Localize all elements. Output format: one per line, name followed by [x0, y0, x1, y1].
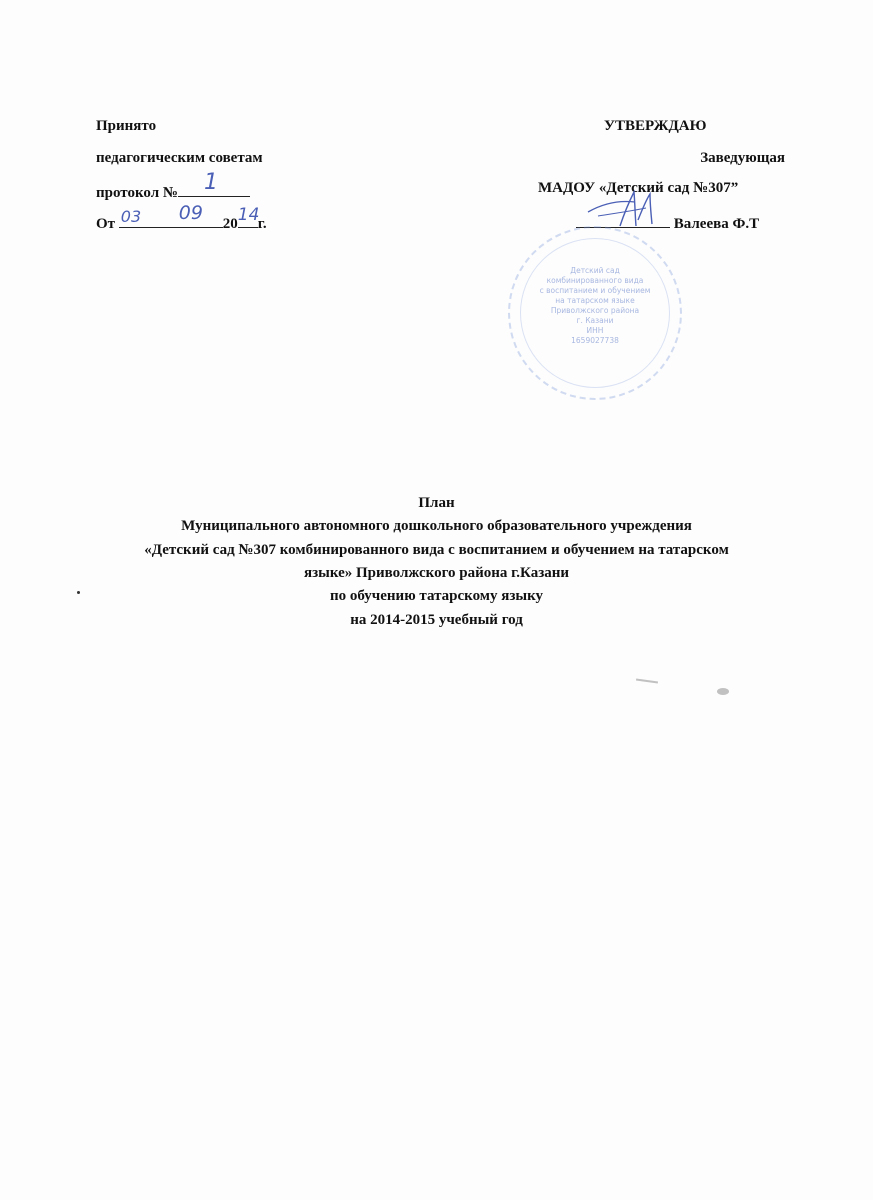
stamp-line: Детский сад: [570, 266, 620, 275]
title-line-6: на 2014-2015 учебный год: [350, 612, 523, 628]
date-month: 09: [178, 202, 203, 224]
title-line-3: «Детский сад №307 комбинированного вида с воспитанием и обучением на татарском: [144, 542, 729, 558]
date-prefix: От: [96, 216, 116, 232]
protocol-number: 1: [203, 170, 218, 195]
council-label: педагогическим советам: [96, 150, 263, 166]
head-name: Валеева Ф.Т: [673, 216, 760, 232]
protocol-line: [96, 170, 250, 201]
stamp-line: комбинированного вида: [546, 276, 644, 285]
date-suffix: г.: [257, 216, 267, 232]
title-line-5: по обучению татарскому языку: [329, 588, 544, 604]
protocol-number-field: [178, 170, 250, 197]
signature-icon: [580, 186, 670, 230]
date-line: [96, 202, 267, 232]
date-year-field: [237, 205, 260, 228]
approve-label: УТВЕРЖДАЮ: [604, 118, 707, 134]
title-line-2: Муниципального автономного дошкольного образовательного учреждения: [181, 518, 692, 534]
stamp-line: на татарском языке: [555, 296, 635, 305]
scan-speck: [717, 688, 729, 695]
stamp-line: г. Казани: [576, 316, 614, 325]
date-year-prefix: 20: [222, 216, 238, 232]
stamp-line: Приволжского района: [550, 306, 640, 315]
stamp: [508, 226, 682, 400]
organization-label: МАДОУ «Детский сад №307”: [538, 180, 739, 196]
protocol-label: протокол №: [96, 185, 178, 201]
scan-speck: [77, 591, 80, 594]
document-title: [0, 496, 873, 628]
date-month-field: [149, 202, 223, 228]
scan-speck: [636, 678, 658, 683]
position-label: Заведующая: [700, 150, 785, 166]
title-line-1: План: [418, 495, 455, 511]
stamp-line: с воспитанием и обучением: [539, 286, 651, 295]
date-year-suffix: 14: [237, 205, 260, 225]
date-day-field: [119, 207, 149, 228]
date-day: 03: [120, 207, 142, 226]
stamp-line: ИНН: [586, 326, 604, 335]
title-line-4: языке» Приволжского района г.Казани: [303, 565, 570, 581]
accepted-label: Принято: [96, 118, 157, 134]
stamp-line: 1659027738: [571, 336, 619, 345]
